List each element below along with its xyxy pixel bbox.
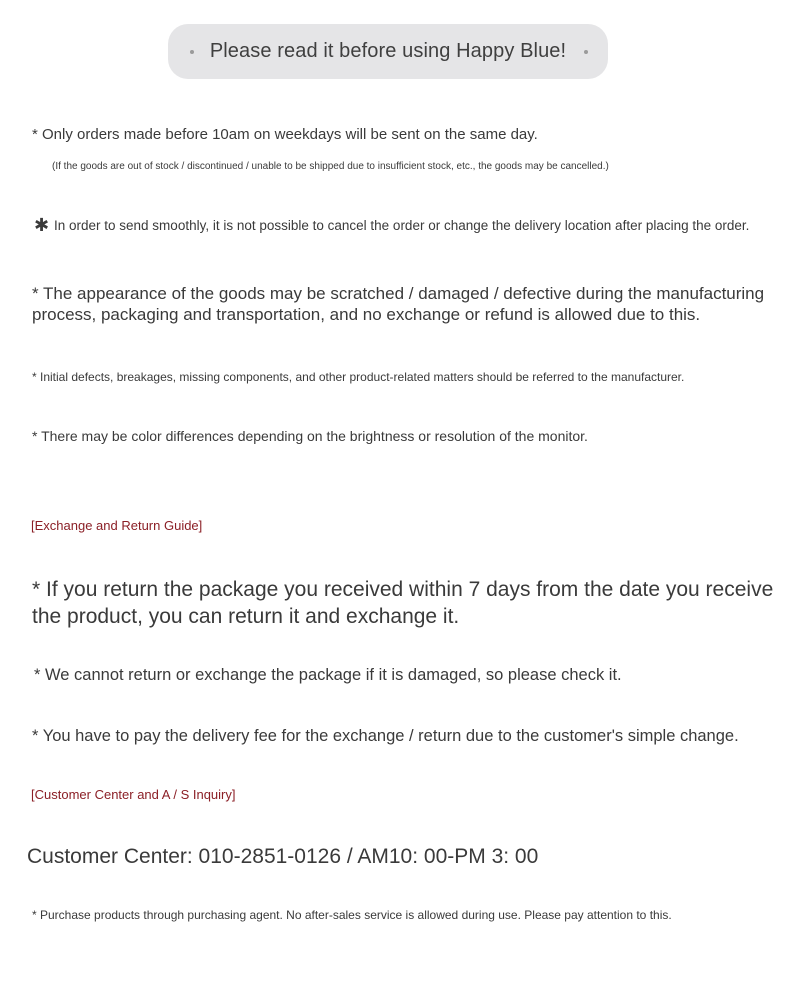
delivery-fee-notice: * You have to pay the delivery fee for the exchange / return due to the customer's simple change. [32,727,739,745]
asterisk-icon: ✱ [34,215,50,235]
customer-center-heading: [Customer Center and A / S Inquiry] [31,787,236,802]
color-difference-notice: * There may be color differences depending on the brightness or resolution of the monitor. [32,428,588,444]
return-window-notice: * If you return the package you received within 7 days from the date you receive the product, you can return it and exchange it. [32,578,774,628]
manufacturer-defects-notice: * Initial defects, breakages, missing components, and other product-related matters should be referred to the manufacturer. [32,370,685,384]
purchasing-agent-notice: * Purchase products through purchasing agent. No after-sales service is allowed during use. Please pay attention to this. [32,908,672,922]
same-day-shipping-notice: * Only orders made before 10am on weekdays will be sent on the same day. [32,126,538,143]
bullet-dot-icon [190,50,194,54]
customer-center-info: Customer Center: 010-2851-0126 / AM10: 00-PM 3: 00 [27,845,539,868]
exchange-return-heading: [Exchange and Return Guide] [31,518,203,533]
no-cancel-notice: In order to send smoothly, it is not possible to cancel the order or change the delivery location after placing the order. [54,218,750,233]
bullet-dot-icon [584,50,588,54]
appearance-damage-notice: * The appearance of the goods may be scratched / damaged / defective during the manufacturing process, packaging and transportation, and no exchange or refund is allowed due to this. [32,284,765,324]
banner-title: Please read it before using Happy Blue! [209,40,567,62]
notice-banner [168,24,608,79]
stock-cancellation-note: (If the goods are out of stock / discontinued / unable to be shipped due to insufficient stock, etc., the goods may be cancelled.) [52,161,609,172]
damaged-package-notice: * We cannot return or exchange the package if it is damaged, so please check it. [34,666,622,684]
